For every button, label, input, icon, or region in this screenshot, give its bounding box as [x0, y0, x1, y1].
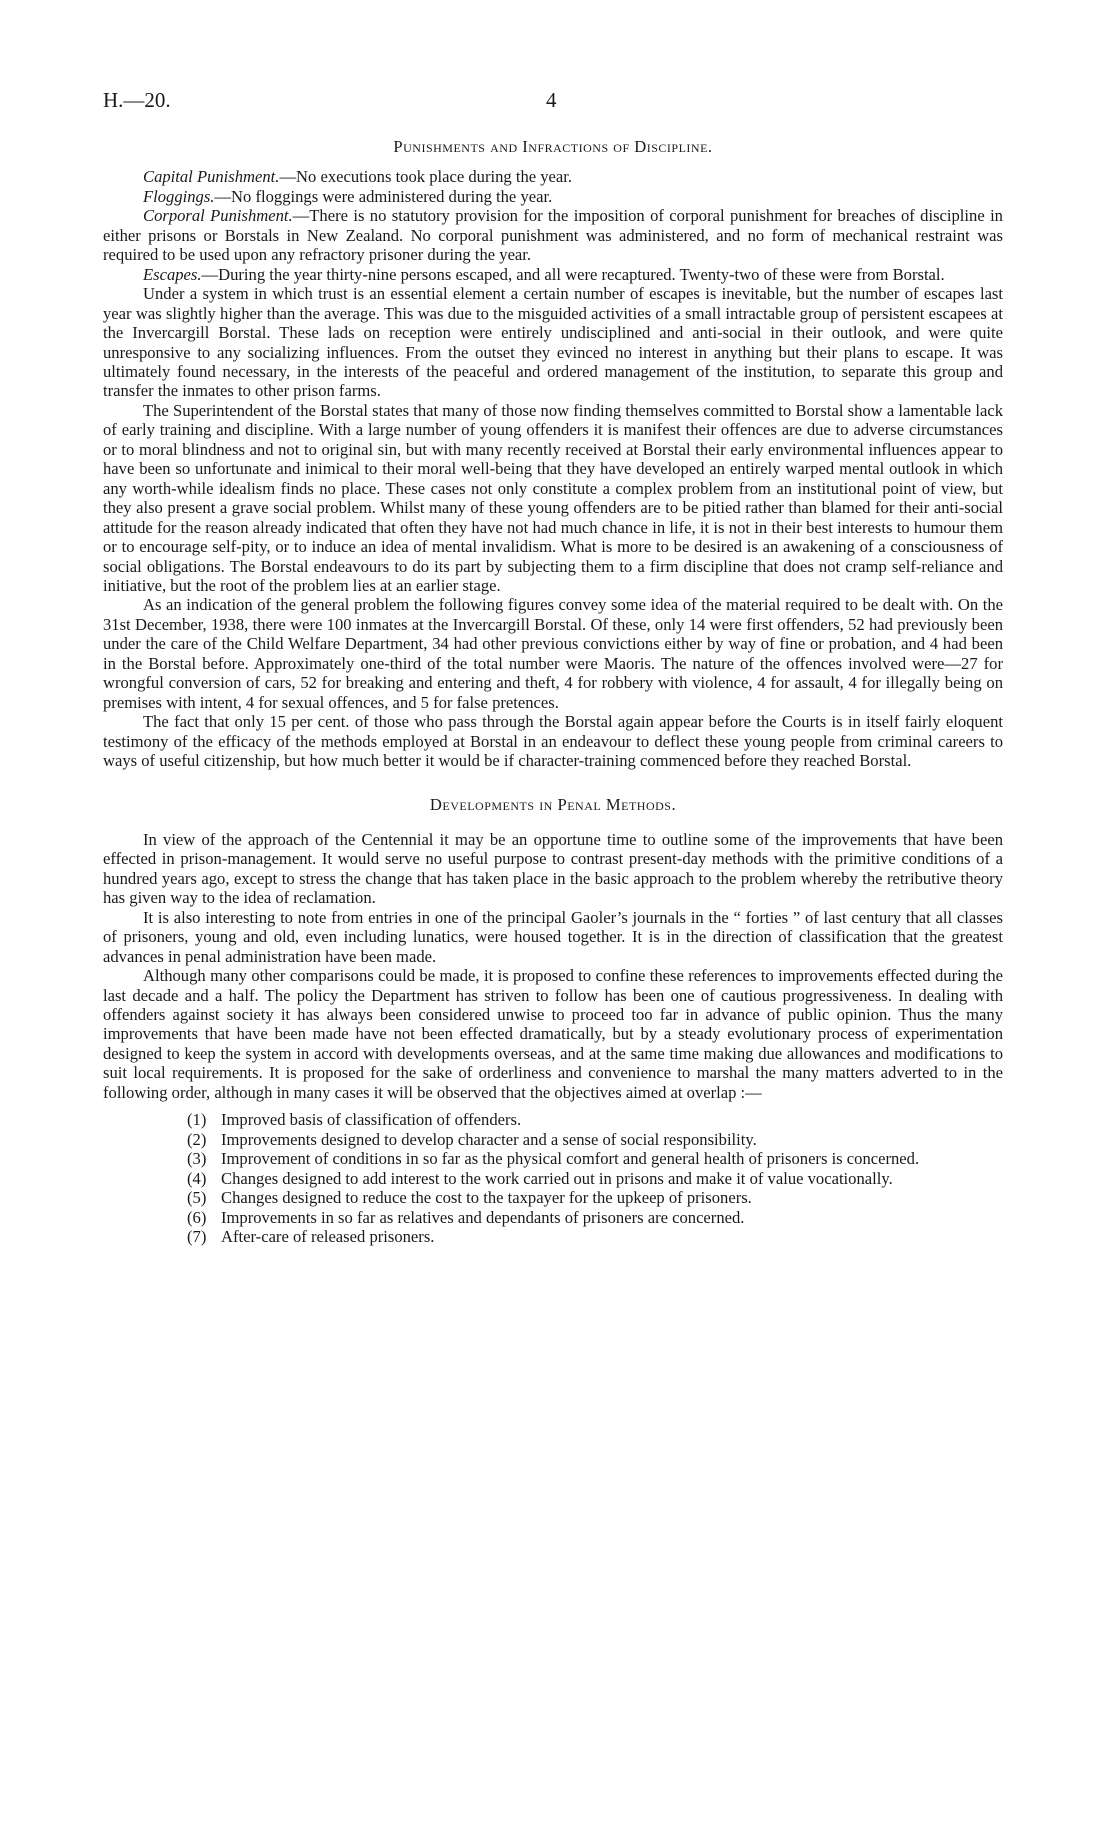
list-item	[187, 1149, 1003, 1168]
paragraph-lead: Capital Punishment.	[143, 167, 280, 187]
document-reference: H.—20.	[103, 88, 171, 112]
list-item-text: Improvements designed to develop character and a sense of social responsibility.	[221, 1129, 757, 1149]
list-item-number: (7)	[187, 1227, 207, 1247]
list-item-text: Improvement of conditions in so far as the physical comfort and general health of prisoners is concerned.	[221, 1149, 920, 1169]
paragraph	[103, 187, 1003, 206]
paragraph: It is also interesting to note from entries in one of the principal Gaoler’s journals in the “ forties ” of last century that all classes of prisoners, young and old, even including lunatics, were housed together. It is in the direction of classification that the greatest advances in penal administration have been made.	[103, 907, 1003, 966]
paragraph: As an indication of the general problem the following figures convey some idea of the material required to be dealt with. On the 31st December, 1938, there were 100 inmates at the Invercargill Borstal. Of these, only 14 were first offenders, 52 had previously been under the care of the Child Welfare Department, 34 had other previous convictions either by way of fine or probation, and 4 had been in the Borstal before. Approximately one-third of the total number were Maoris. The nature of the offences involved were—27 for wrongful conversion of cars, 52 for breaking and entering and theft, 4 for robbery with violence, 4 for assault, 4 for illegally being on premises with intent, 4 for sexual offences, and 5 for false pretences.	[103, 595, 1003, 712]
list-item-text: Improved basis of classification of offenders.	[221, 1110, 522, 1130]
paragraph-lead: Escapes.	[143, 264, 202, 284]
paragraph: Although many other comparisons could be made, it is proposed to confine these references to improvements effected during the last decade and a half. The policy the Department has striven to follow has been one of cautious progressiveness. In dealing with offenders against society it has always been considered unwise to proceed too far in advance of public opinion. Thus the many improvements that have been made have not been effected dramatically, but by a steady evolutionary process of experimentation designed to keep the system in accord with developments overseas, and at the same time making due allowances and modifications to suit local requirements. It is proposed for the sake of orderliness and convenience to marshal the many matters adverted to in the following order, although in many cases it will be observed that the objectives aimed at overlap :—	[103, 966, 1003, 1102]
list-item	[187, 1208, 1003, 1227]
list-item-text: Changes designed to reduce the cost to the taxpayer for the upkeep of prisoners.	[221, 1188, 752, 1208]
paragraph-text: —There is no statutory provision for the imposition of corporal punishment for breaches of discipline in either prisons or Borstals in New Zealand. No corporal punishment was administered, and no form of mechanical restraint was required to be used upon any refractory prisoner during the year.	[103, 206, 1003, 265]
list-item-text: After-care of released prisoners.	[221, 1227, 435, 1247]
paragraph	[103, 265, 1003, 284]
paragraph-text: —No floggings were administered during the year.	[214, 186, 553, 206]
list-item-number: (2)	[187, 1129, 207, 1149]
paragraph-lead: Corporal Punishment.	[143, 206, 293, 226]
list-item	[187, 1169, 1003, 1188]
list-item	[187, 1110, 1003, 1129]
paragraph: The fact that only 15 per cent. of those who pass through the Borstal again appear before the Courts is in itself fairly eloquent testimony of the efficacy of the methods employed at Borstal in an endeavour to deflect these young people from criminal careers to ways of useful citizenship, but how much better it would be if character-training commenced before they reached Borstal.	[103, 712, 1003, 771]
paragraph: In view of the approach of the Centennial it may be an opportune time to outline some of the improvements that have been effected in prison-management. It would serve no useful purpose to contrast present-day methods with the primitive conditions of a hundred years ago, except to stress the change that has taken place in the basic approach to the problem whereby the retributive theory has given way to the idea of reclamation.	[103, 829, 1003, 908]
page-number: 4	[546, 88, 557, 112]
list-item-text: Changes designed to add interest to the work carried out in prisons and make it of value vocationally.	[221, 1168, 893, 1188]
paragraph: The Superintendent of the Borstal states that many of those now finding themselves committed to Borstal show a lamentable lack of early training and discipline. With a large number of young offenders it is manifest their offences are due to adverse circumstances or to moral blindness and not to original sin, but with many recently received at Borstal their early environmental influences appear to have been so unfortunate and inimical to their moral well-being that they have developed an entirely warped mental outlook in which any worth-while idealism finds no place. These cases not only constitute a complex problem from an institutional point of view, but they also present a grave social problem. Whilst many of these young offenders are to be pitied rather than blamed for their anti-social attitude for the reason already indicated that often they have not had much chance in life, it is not in their best interests to humour them or to encourage self-pity, or to induce an idea of mental invalidism. What is more to be desired is an awakening of a consciousness of social obligations. The Borstal endeavours to do its part by subjecting them to a firm discipline that does not cramp self-reliance and initiative, but the root of the problem lies at an earlier stage.	[103, 400, 1003, 595]
list-item-number: (3)	[187, 1149, 207, 1169]
list-item	[187, 1188, 1003, 1207]
paragraph-text: —No executions took place during the year.	[279, 167, 573, 187]
section-heading: Punishments and Infractions of Discipline.	[393, 137, 713, 156]
numbered-list	[187, 1110, 1003, 1246]
section-heading: Developments in Penal Methods.	[429, 794, 677, 814]
list-item-number: (6)	[187, 1207, 207, 1227]
list-item-text: Improvements in so far as relatives and dependants of prisoners are concerned.	[221, 1207, 745, 1227]
list-item	[187, 1130, 1003, 1149]
list-item-number: (1)	[187, 1110, 207, 1130]
paragraph	[103, 167, 1003, 186]
document-body	[103, 137, 1003, 1246]
paragraph-text: —During the year thirty-nine persons escaped, and all were recaptured. Twenty-two of these were from Borstal.	[201, 264, 945, 284]
paragraph: Under a system in which trust is an essential element a certain number of escapes is inevitable, but the number of escapes last year was slightly higher than the average. This was due to the misguided activities of a small intractable group of persistent escapees at the Invercargill Borstal. These lads on reception were entirely undisciplined and anti-social in their outlook, and were quite unresponsive to any socializing influences. From the outset they evinced no interest in anything but their plans to escape. It was ultimately found necessary, in the interests of the peaceful and ordered management of the institution, to separate this group and transfer the inmates to other prison farms.	[103, 284, 1003, 401]
page-header	[103, 88, 1003, 112]
list-item	[187, 1227, 1003, 1246]
paragraph	[103, 206, 1003, 264]
list-item-number: (4)	[187, 1168, 207, 1188]
paragraph-lead: Floggings.	[143, 186, 215, 206]
list-item-number: (5)	[187, 1188, 207, 1208]
